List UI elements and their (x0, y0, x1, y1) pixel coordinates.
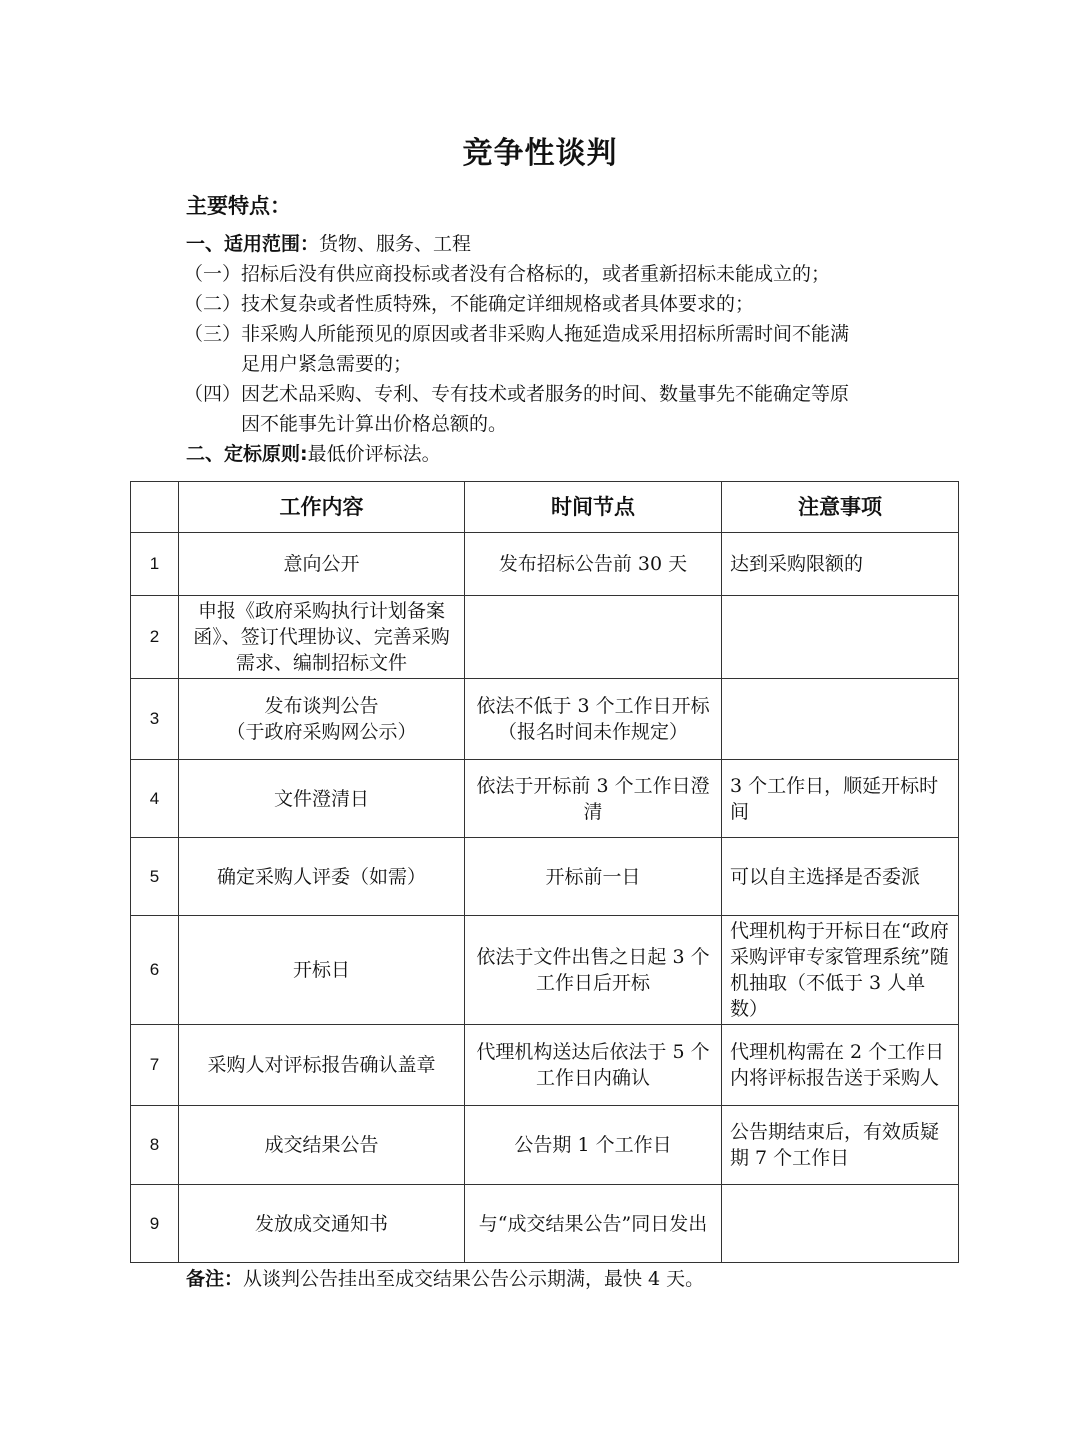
page-title: 竞争性谈判 (462, 136, 618, 171)
header-time-node: 时间节点 (465, 482, 722, 533)
work-content-cell: 发放成交通知书 (179, 1185, 465, 1263)
table-row (131, 838, 959, 916)
work-content-cell: 采购人对评标报告确认盖章 (179, 1025, 465, 1106)
time-node-cell: 与“成交结果公告”同日发出 (465, 1185, 722, 1263)
condition-4: （四）因艺术品采购、专利、专有技术或者服务的时间、数量事先不能确定等原 (184, 383, 850, 405)
scope-text: 货物、服务、工程 (319, 233, 472, 255)
notes-cell: 可以自主选择是否委派 (722, 838, 959, 916)
table-row (131, 1025, 959, 1106)
time-node-cell: 依法不低于 3 个工作日开标 （报名时间未作规定） (465, 679, 722, 760)
remark-label: 备注： (186, 1268, 244, 1290)
remark-text: 从谈判公告挂出至成交结果公告公示期满，最快 4 天。 (243, 1268, 705, 1290)
table-header-row (131, 482, 959, 533)
notes-cell: 达到采购限额的 (722, 533, 959, 596)
award-principle-label: 二、定标原则: (186, 443, 308, 465)
work-content-cell: 确定采购人评委（如需） (179, 838, 465, 916)
time-node-cell: 代理机构送达后依法于 5 个工作日内确认 (465, 1025, 722, 1106)
award-principle-line (186, 439, 946, 469)
table-row (131, 533, 959, 596)
condition-4-continued: 因不能事先计算出价格总额的。 (241, 413, 508, 435)
condition-3: （三）非采购人所能预见的原因或者非采购人拖延造成采用招标所需时间不能满 (184, 323, 850, 345)
table-row (131, 916, 959, 1025)
notes-cell: 代理机构需在 2 个工作日内将评标报告送于采购人 (722, 1025, 959, 1106)
time-node-cell (465, 596, 722, 679)
header-work-content: 工作内容 (179, 482, 465, 533)
remark-line (186, 1264, 704, 1291)
table-row (131, 760, 959, 838)
procurement-schedule-table (130, 481, 959, 1263)
row-number: 8 (131, 1106, 179, 1185)
row-number: 5 (131, 838, 179, 916)
main-features-heading: 主要特点： (186, 194, 291, 218)
row-number: 6 (131, 916, 179, 1025)
award-principle-text: 最低价评标法。 (307, 443, 441, 465)
table-row (131, 596, 959, 679)
condition-2: （二）技术复杂或者性质特殊，不能确定详细规格或者具体要求的； (184, 293, 755, 315)
notes-cell: 公告期结束后，有效质疑期 7 个工作日 (722, 1106, 959, 1185)
row-number: 2 (131, 596, 179, 679)
work-content-cell: 发布谈判公告 （于政府采购网公示） (179, 679, 465, 760)
notes-cell (722, 1185, 959, 1263)
time-node-cell: 依法于文件出售之日起 3 个工作日后开标 (465, 916, 722, 1025)
header-notes: 注意事项 (722, 482, 959, 533)
features-body (186, 229, 946, 469)
work-content-cell: 文件澄清日 (179, 760, 465, 838)
work-content-cell: 开标日 (179, 916, 465, 1025)
row-number: 3 (131, 679, 179, 760)
time-node-cell: 发布招标公告前 30 天 (465, 533, 722, 596)
table-row (131, 1185, 959, 1263)
work-content-cell: 申报《政府采购执行计划备案函》、签订代理协议、完善采购需求、编制招标文件 (179, 596, 465, 679)
scope-line (186, 229, 946, 259)
table-row (131, 679, 959, 760)
notes-cell: 代理机构于开标日在“政府采购评审专家管理系统”随机抽取（不低于 3 人单数） (722, 916, 959, 1025)
table-row (131, 1106, 959, 1185)
row-number: 4 (131, 760, 179, 838)
condition-1: （一）招标后没有供应商投标或者没有合格标的，或者重新招标未能成立的； (184, 263, 831, 285)
time-node-cell: 开标前一日 (465, 838, 722, 916)
notes-cell: 3 个工作日，顺延开标时间 (722, 760, 959, 838)
header-number (131, 482, 179, 533)
scope-label: 一、适用范围： (186, 233, 320, 255)
row-number: 7 (131, 1025, 179, 1106)
work-content-cell: 成交结果公告 (179, 1106, 465, 1185)
notes-cell (722, 679, 959, 760)
work-content-cell: 意向公开 (179, 533, 465, 596)
row-number: 1 (131, 533, 179, 596)
notes-cell (722, 596, 959, 679)
condition-3-continued: 足用户紧急需要的； (241, 353, 413, 375)
row-number: 9 (131, 1185, 179, 1263)
time-node-cell: 公告期 1 个工作日 (465, 1106, 722, 1185)
time-node-cell: 依法于开标前 3 个工作日澄清 (465, 760, 722, 838)
